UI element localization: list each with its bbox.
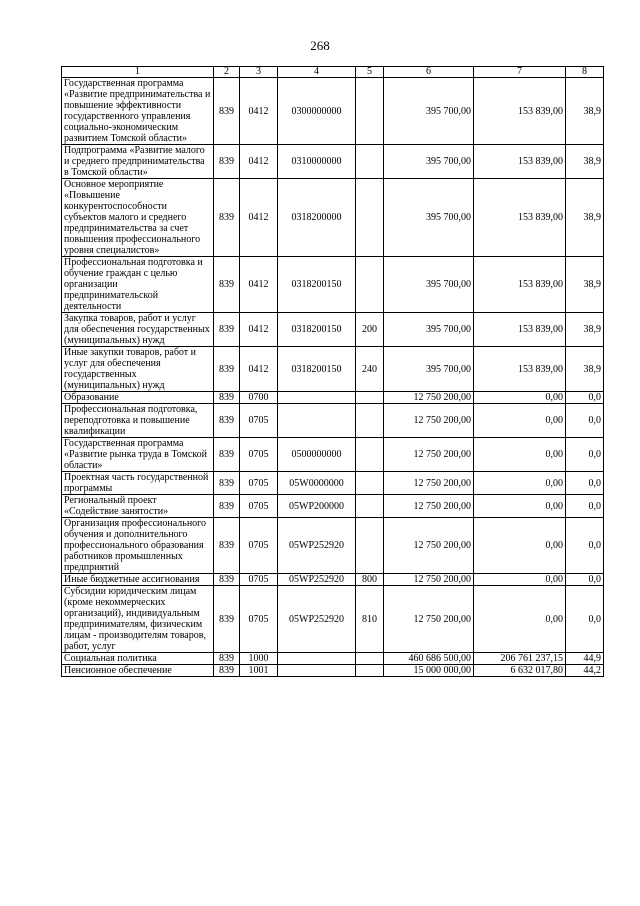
table-cell: 12 750 200,00 [384,574,474,586]
table-cell: 839 [214,347,240,392]
table-cell: 0,00 [474,495,566,518]
table-cell: 38,9 [566,145,604,179]
table-cell: 395 700,00 [384,313,474,347]
table-cell: 153 839,00 [474,78,566,145]
table-cell: 0,0 [566,518,604,574]
table-cell: 240 [356,347,384,392]
table-cell: 460 686 500,00 [384,653,474,665]
table-cell: 839 [214,586,240,653]
table-cell [278,404,356,438]
table-cell: 05WP252920 [278,586,356,653]
table-cell: Социальная политика [62,653,214,665]
table-cell: 395 700,00 [384,347,474,392]
table-cell: 0318200150 [278,347,356,392]
table-cell [356,179,384,257]
table-cell: 0,00 [474,586,566,653]
table-cell: 0,00 [474,472,566,495]
table-row [62,347,604,392]
table-cell: 395 700,00 [384,145,474,179]
table-cell: 0500000000 [278,438,356,472]
table-cell: 0318200150 [278,313,356,347]
table-cell: 153 839,00 [474,347,566,392]
table-cell [278,653,356,665]
table-cell: 05W0000000 [278,472,356,495]
table-cell [278,392,356,404]
table-cell: 38,9 [566,347,604,392]
table-cell: 12 750 200,00 [384,472,474,495]
table-cell: 0412 [240,179,278,257]
table-cell: 38,9 [566,78,604,145]
table-cell: 0412 [240,257,278,313]
table-row [62,179,604,257]
table-cell [356,472,384,495]
table-cell: 839 [214,438,240,472]
table-cell: 839 [214,179,240,257]
table-cell: Пенсионное обеспечение [62,665,214,677]
table-cell: 839 [214,518,240,574]
table-cell: 395 700,00 [384,179,474,257]
table-cell: 0318200150 [278,257,356,313]
table-row [62,313,604,347]
table-row [62,404,604,438]
table-row [62,586,604,653]
table-cell: 12 750 200,00 [384,586,474,653]
table-cell [356,404,384,438]
table-row [62,78,604,145]
table-row [62,145,604,179]
table-cell: 0,0 [566,404,604,438]
table-cell: 05WP252920 [278,574,356,586]
table-cell: 839 [214,472,240,495]
table-row [62,653,604,665]
table-cell [356,392,384,404]
table-row [62,472,604,495]
table-cell: 0,00 [474,392,566,404]
column-header: 5 [356,67,384,78]
table-cell: Подпрограмма «Развитие малого и среднего предпринимательства в Томской области» [62,145,214,179]
table-cell: 0,0 [566,438,604,472]
table-cell: 6 632 017,80 [474,665,566,677]
table-row [62,438,604,472]
table-cell: 0412 [240,145,278,179]
table-cell: 0,00 [474,518,566,574]
table-cell: 206 761 237,15 [474,653,566,665]
table-cell: 0412 [240,313,278,347]
table-cell: Профессиональная подготовка и обучение граждан с целью организации предпринимательской деятельности [62,257,214,313]
column-header: 6 [384,67,474,78]
table-cell: 0,0 [566,586,604,653]
table-cell: 0,00 [474,574,566,586]
table-cell: 0412 [240,78,278,145]
table-cell: 0,0 [566,392,604,404]
table-cell: 38,9 [566,179,604,257]
table-cell: Субсидии юридическим лицам (кроме некоммерческих организаций), индивидуальным предпринимателям, физическим лицам - производителям товаров, работ, услуг [62,586,214,653]
table-cell: 0705 [240,574,278,586]
table-cell: 38,9 [566,257,604,313]
table-cell: 153 839,00 [474,179,566,257]
table-cell: 0310000000 [278,145,356,179]
table-cell: 0705 [240,438,278,472]
table-cell [278,665,356,677]
column-header: 8 [566,67,604,78]
table-cell: 0,0 [566,495,604,518]
column-header: 7 [474,67,566,78]
table-cell: 12 750 200,00 [384,518,474,574]
table-row [62,495,604,518]
table-cell: 153 839,00 [474,313,566,347]
table-cell: 153 839,00 [474,257,566,313]
table-cell: Организация профессионального обучения и дополнительного профессионального образования работников промышленных предприятий [62,518,214,574]
table-cell [356,495,384,518]
table-cell: 0300000000 [278,78,356,145]
table-cell [356,145,384,179]
table-row [62,574,604,586]
table-cell: Иные бюджетные ассигнования [62,574,214,586]
table-cell: 839 [214,145,240,179]
table-cell: Образование [62,392,214,404]
table-cell: Основное мероприятие «Повышение конкурентоспособности субъектов малого и среднего предпринимательства за счет повышения профессионального уровня специалистов» [62,179,214,257]
table-cell [356,438,384,472]
table-cell: 05WP252920 [278,518,356,574]
table-cell: Проектная часть государственной программы [62,472,214,495]
table-cell: Государственная программа «Развитие рынка труда в Томской области» [62,438,214,472]
table-cell: 0705 [240,472,278,495]
page-number: 268 [310,38,330,53]
table-cell: 0318200000 [278,179,356,257]
table-cell [356,78,384,145]
table-cell: 839 [214,653,240,665]
table-cell: 839 [214,404,240,438]
column-header: 1 [62,67,214,78]
table-cell: 800 [356,574,384,586]
table-cell: 44,9 [566,653,604,665]
table-cell: 38,9 [566,313,604,347]
table-cell: Государственная программа «Развитие предпринимательства и повышение эффективности государственного управления социально-экономическим развитием Томской области» [62,78,214,145]
table-cell: 839 [214,665,240,677]
table-cell: 12 750 200,00 [384,404,474,438]
table-cell: 1001 [240,665,278,677]
table-cell: 153 839,00 [474,145,566,179]
table-cell: 395 700,00 [384,78,474,145]
table-cell: 0,0 [566,574,604,586]
table-cell [356,665,384,677]
table-cell: 0,00 [474,438,566,472]
table-cell: 839 [214,574,240,586]
table-cell: 810 [356,586,384,653]
table-cell: 200 [356,313,384,347]
table-cell: Региональный проект «Содействие занятости» [62,495,214,518]
table-cell: 44,2 [566,665,604,677]
table-cell [356,518,384,574]
table-cell: 839 [214,392,240,404]
column-header: 4 [278,67,356,78]
table-cell [356,653,384,665]
table-cell: 0705 [240,404,278,438]
table-cell: 839 [214,313,240,347]
table-cell: 15 000 000,00 [384,665,474,677]
column-header: 3 [240,67,278,78]
table-row [62,257,604,313]
table-cell: 395 700,00 [384,257,474,313]
table-header-row [62,67,604,78]
table-cell: Иные закупки товаров, работ и услуг для обеспечения государственных (муниципальных) нужд [62,347,214,392]
table-cell: 05WP200000 [278,495,356,518]
table-cell: 839 [214,495,240,518]
table-row [62,665,604,677]
table-cell: 839 [214,78,240,145]
budget-table [61,66,604,677]
table-cell: 0705 [240,586,278,653]
table-cell: 0,00 [474,404,566,438]
table-body [62,78,604,677]
table-cell: 0,0 [566,472,604,495]
table-row [62,518,604,574]
table-cell: 839 [214,257,240,313]
table-cell: Профессиональная подготовка, переподготовка и повышение квалификации [62,404,214,438]
table-cell: Закупка товаров, работ и услуг для обеспечения государственных (муниципальных) нужд [62,313,214,347]
column-header: 2 [214,67,240,78]
table-cell: 1000 [240,653,278,665]
table-cell: 0412 [240,347,278,392]
table-cell: 12 750 200,00 [384,438,474,472]
table-cell: 0705 [240,495,278,518]
table-row [62,392,604,404]
table-cell: 12 750 200,00 [384,392,474,404]
table-cell [356,257,384,313]
table-cell: 0700 [240,392,278,404]
table-cell: 12 750 200,00 [384,495,474,518]
table-cell: 0705 [240,518,278,574]
